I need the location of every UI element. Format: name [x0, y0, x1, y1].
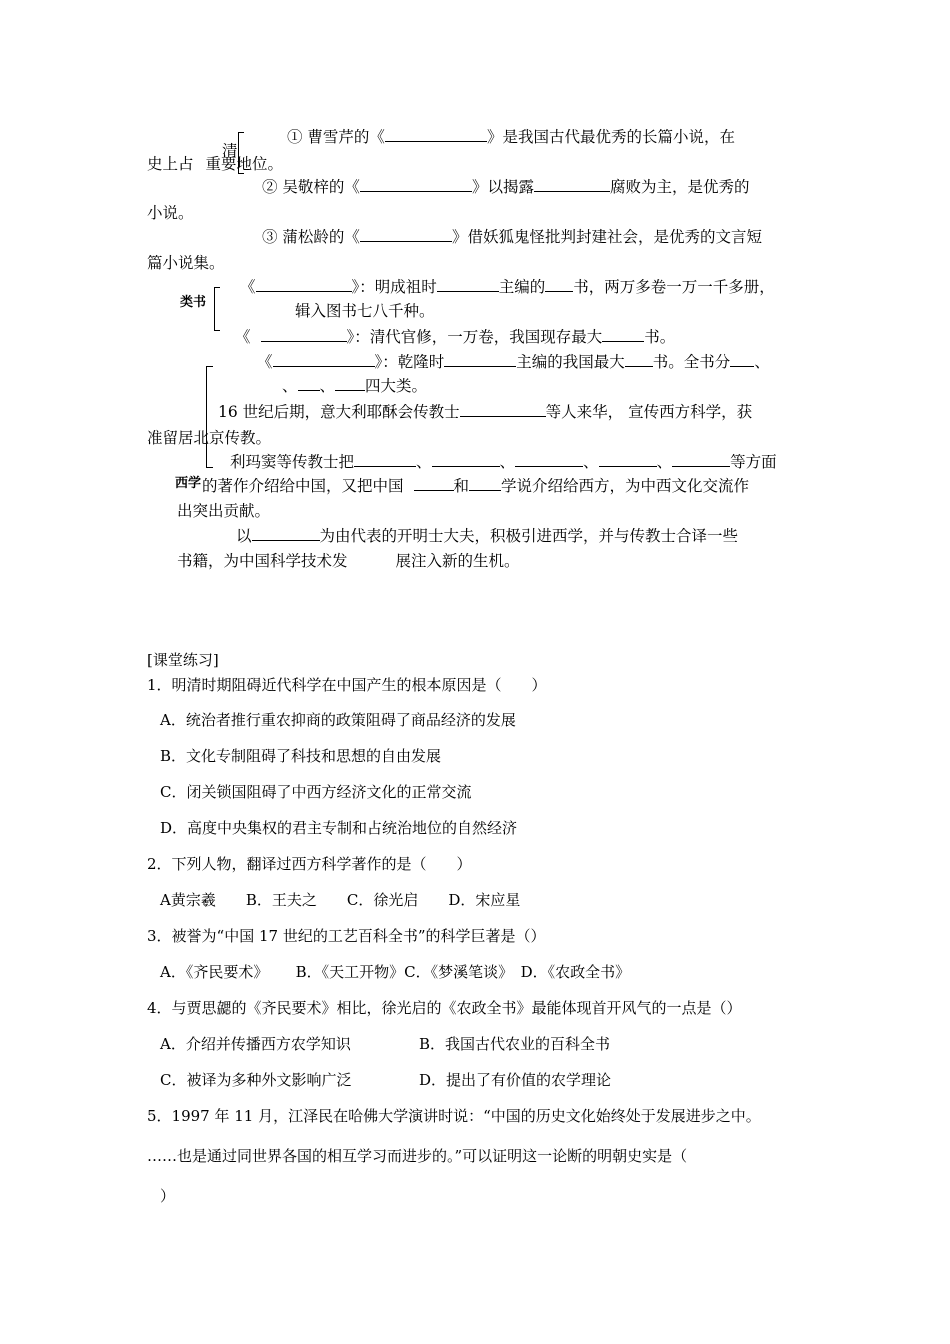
qing-item1-pre: ① 曹雪芹的《 — [287, 128, 385, 146]
question-2: 2．下列人物，翻译过西方科学著作的是（ ） — [147, 855, 472, 873]
question-4: 4．与贾思勰的《齐民要术》相比，徐光启的《农政全书》最能体现首开风气的一点是（） — [147, 999, 742, 1017]
xixue-line1: 16 世纪后期，意大利耶酥会传教士 等人来华， 宣传西方科学，获 — [218, 403, 753, 421]
q2-options[interactable]: A黄宗羲 B．王夫之 C．徐光启 D．宋应星 — [160, 891, 521, 909]
blank[interactable] — [625, 352, 653, 367]
q4-option-a[interactable]: A．介绍并传播西方农学知识 — [160, 1035, 351, 1053]
blank[interactable] — [252, 526, 320, 541]
qing-label: 清 — [222, 142, 238, 160]
blank[interactable] — [437, 277, 499, 292]
qing-item1-post: 》是我国古代最优秀的长篇小说，在 — [486, 128, 735, 146]
qing-item3: ③ 蒲松龄的《 》借妖狐鬼怪批判封建社会，是优秀的文言短 — [262, 228, 762, 246]
xixue-line7: 书籍，为中国科学技术发 展注入新的生机。 — [177, 552, 520, 570]
xixue-line4: 的著作介绍给中国，又把中国 和 学说介绍给西方，为中西文化交流作 — [202, 477, 750, 495]
blank[interactable] — [385, 127, 487, 142]
blank[interactable] — [730, 352, 754, 367]
q1-option-b[interactable]: B．文化专制阻碍了科技和思想的自由发展 — [160, 747, 442, 765]
xixue-line2: 准留居北京传教。 — [147, 429, 272, 447]
blank[interactable] — [432, 452, 500, 467]
question-5-line1: 5．1997 年 11 月，江泽民在哈佛大学演讲时说：“中国的历史文化始终处于发展进步之中。 — [147, 1107, 761, 1125]
blank[interactable] — [414, 476, 454, 491]
q3-options[interactable]: A．《齐民要术》 B．《天工开物》C．《梦溪笔谈》 D．《农政全书》 — [160, 963, 631, 981]
question-5-line3: ） — [160, 1187, 176, 1205]
blank[interactable] — [256, 277, 352, 292]
blank[interactable] — [354, 452, 416, 467]
blank[interactable] — [335, 376, 365, 391]
blank[interactable] — [672, 452, 730, 467]
xixue-line5: 出突出贡献。 — [177, 502, 271, 520]
qing-item1-cont: 史上占 重要地位。 — [147, 155, 284, 173]
blank[interactable] — [360, 177, 472, 192]
leishu-label: 类书 — [180, 295, 207, 310]
blank[interactable] — [534, 177, 610, 192]
q4-option-c[interactable]: C．被译为多种外文影响广泛 — [160, 1071, 352, 1089]
question-5-line2: ……也是通过同世界各国的相互学习而进步的。”可以证明这一论断的明朝史实是（ — [147, 1147, 688, 1165]
qing-item2: ② 吴敬梓的《 》以揭露 腐败为主，是优秀的 — [262, 178, 750, 196]
leishu-line1: 《 》：明成祖时 主编的 书，两万多卷一万一千多册， — [240, 278, 775, 296]
blank[interactable] — [515, 452, 583, 467]
xixue-line3: 利玛窦等传教士把 、 、 、 、 等方面 — [230, 453, 777, 471]
blank[interactable] — [298, 376, 320, 391]
q4-option-d[interactable]: D．提出了有价值的农学理论 — [419, 1071, 612, 1089]
blank[interactable] — [602, 327, 644, 342]
xixue-brace — [206, 366, 213, 468]
qing-item3-cont: 篇小说集。 — [147, 254, 225, 272]
blank[interactable] — [273, 352, 375, 367]
leishu-brace — [214, 287, 220, 331]
exercise-heading: [课堂练习] — [147, 651, 219, 669]
q1-option-c[interactable]: C．闭关锁国阻碍了中西方经济文化的正常交流 — [160, 783, 472, 801]
qing-item2-cont: 小说。 — [147, 204, 194, 222]
xixue-line6: 以 为由代表的开明士大夫，积极引进西学，并与传教士合译一些 — [236, 527, 739, 545]
q1-option-d[interactable]: D．高度中央集权的君主专制和占统治地位的自然经济 — [160, 819, 518, 837]
q1-option-a[interactable]: A．统治者推行重农抑商的政策阻碍了商品经济的发展 — [160, 711, 516, 729]
q4-option-b[interactable]: B．我国古代农业的百科全书 — [419, 1035, 611, 1053]
blank[interactable] — [444, 352, 516, 367]
leishu-line5: 、 、 四大类。 — [282, 377, 428, 395]
blank[interactable] — [545, 277, 573, 292]
xixue-label: 西学 — [175, 476, 202, 491]
blank[interactable] — [599, 452, 657, 467]
leishu-line4: 《 》：乾隆时 主编的我国最大 书。全书分 、 — [257, 353, 770, 371]
question-1: 1．明清时期阻碍近代科学在中国产生的根本原因是（ ） — [147, 676, 547, 694]
blank[interactable] — [469, 476, 501, 491]
leishu-line3: 《 》：清代官修，一万卷，我国现存最大 书。 — [235, 328, 676, 346]
question-3: 3．被誉为“中国 17 世纪的工艺百科全书”的科学巨著是（） — [147, 927, 546, 945]
leishu-line2: 辑入图书七八千种。 — [295, 302, 435, 320]
blank[interactable] — [261, 327, 347, 342]
blank[interactable] — [360, 227, 452, 242]
blank[interactable] — [460, 402, 546, 417]
qing-item1 — [287, 127, 735, 147]
